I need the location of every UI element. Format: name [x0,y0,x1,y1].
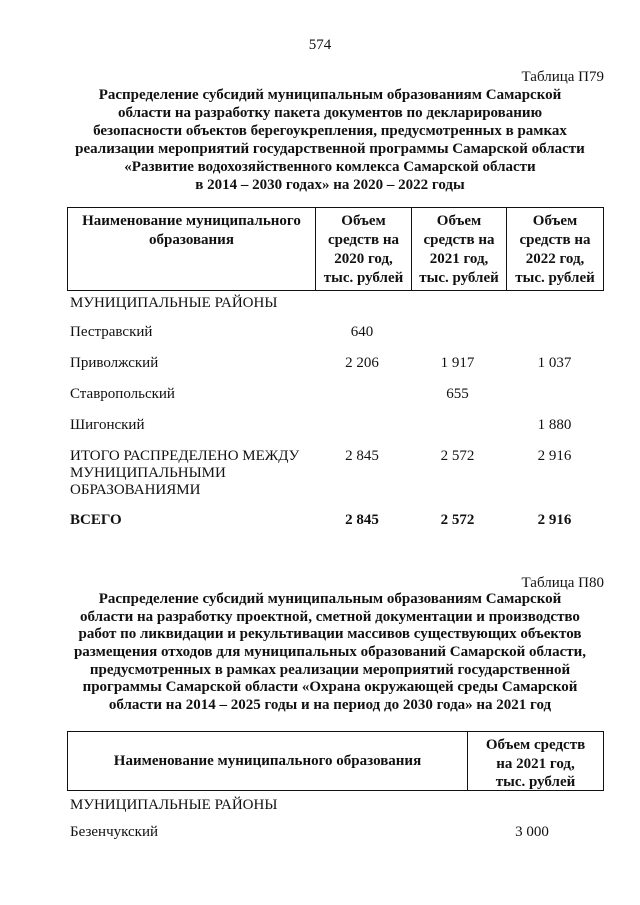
table-p79-caption: Таблица П79 [521,69,604,85]
header-line: тыс. рублей [495,774,576,790]
subtotal-row [67,448,604,499]
subtotal-value-2022: 2 916 [537,448,572,464]
table-row [67,823,604,841]
table-p80-header [67,731,604,791]
total-label: ВСЕГО [70,512,122,528]
header-line: тыс. рублей [323,270,404,286]
header-2020-cell [315,208,411,290]
title-line: размещения отходов для муниципальных образований Самарской области, [73,644,587,661]
row-value-2022: 1 880 [537,417,572,433]
subtotal-label [67,448,314,499]
title-line: Распределение субсидий муниципальным образованиям Самарской [98,591,562,607]
table-p79-header [67,207,604,291]
title-line: Распределение субсидий муниципальным образованиям Самарской [98,87,562,103]
row-value-2022 [505,323,604,341]
row-name: Пестравский [70,324,153,340]
row-value-2021: 1 917 [440,355,475,371]
row-name: Приволжский [70,355,159,371]
row-value-2020 [314,416,410,434]
header-line: средств на [327,232,400,248]
table-p80-title [30,591,630,715]
header-line: образования [149,232,234,248]
row-name: Шигонский [70,417,145,433]
header-line: 2020 год, [334,251,393,267]
table-row [67,385,604,403]
row-value-2021: 3 000 [515,824,549,840]
header-line: тыс. рублей [419,270,499,286]
header-line: Объем [436,213,482,229]
title-line: в 2014 – 2030 годах» на 2020 – 2022 годы [195,177,465,193]
subtotal-label-line: ОБРАЗОВАНИЯМИ [70,482,201,498]
row-value-2022: 1 037 [537,355,572,371]
header-line: Наименование муниципального образования [113,752,422,769]
title-line: области на 2014 – 2025 годы и на период до 2030 года» на 2021 год [108,697,552,714]
title-line: области на разработку проектной, сметной документации и производство [80,608,580,625]
section-label: МУНИЦИПАЛЬНЫЕ РАЙОНЫ [70,295,278,311]
section-label: МУНИЦИПАЛЬНЫЕ РАЙОНЫ [70,797,278,813]
row-value-2021: 655 [446,386,469,402]
row-value-2021 [410,416,505,434]
title-line: предусмотренных в рамках реализации мероприятий государственной [89,661,571,678]
header-line: 2021 год, [429,251,489,267]
header-line: тыс. рублей [515,270,595,286]
title-line: «Развитие водохозяйственного комлекса Самарской области [124,159,536,175]
title-line: безопасности объектов берегоукрепления, предусмотренных в рамках [93,123,567,139]
header-line: Наименование муниципального [82,213,301,229]
table-p79-title [30,86,630,194]
header-line: на 2021 год, [496,755,575,772]
header-line: 2022 год, [525,251,585,267]
header-name-cell [68,732,467,790]
subtotal-label-line: МУНИЦИПАЛЬНЫМИ [70,465,226,481]
table-row [67,354,604,372]
header-line: средств на [423,232,495,248]
row-name: Ставропольский [70,386,175,402]
row-value-2020: 640 [350,324,374,340]
total-row [67,511,604,529]
header-line: Объем [532,213,578,229]
title-line: реализации мероприятий государственной программы Самарской области [75,141,585,157]
subtotal-label-line: ИТОГО РАСПРЕДЕЛЕНО МЕЖДУ [70,448,300,464]
table-p80-caption: Таблица П80 [521,575,604,591]
title-line: работ по ликвидации и рекультивации массивов существующих объектов [78,626,582,643]
header-line: Объем средств [485,737,586,753]
header-line: Объем [341,213,386,229]
total-value-2021: 2 572 [440,512,475,528]
header-line: средств на [519,232,591,248]
row-value-2021 [410,323,505,341]
header-name-cell [68,208,315,290]
section-row [67,294,604,312]
row-value-2020 [314,385,410,403]
subtotal-value-2020: 2 845 [345,448,379,464]
header-2021-cell [467,732,603,790]
header-2021-cell [411,208,506,290]
subtotal-value-2021: 2 572 [440,448,475,464]
total-value-2022: 2 916 [537,512,572,528]
row-value-2020: 2 206 [345,355,379,371]
page-number: 574 [308,37,332,53]
total-value-2020: 2 845 [345,512,379,528]
table-row [67,323,604,341]
row-value-2022 [505,385,604,403]
table-row [67,416,604,434]
title-line: области на разработку пакета документов по декларированию [117,105,543,121]
title-line: программы Самарской области «Охрана окружающей среды Самарской [82,679,578,696]
section-row [67,796,604,814]
header-2022-cell [506,208,603,290]
row-name: Безенчукский [70,824,159,840]
